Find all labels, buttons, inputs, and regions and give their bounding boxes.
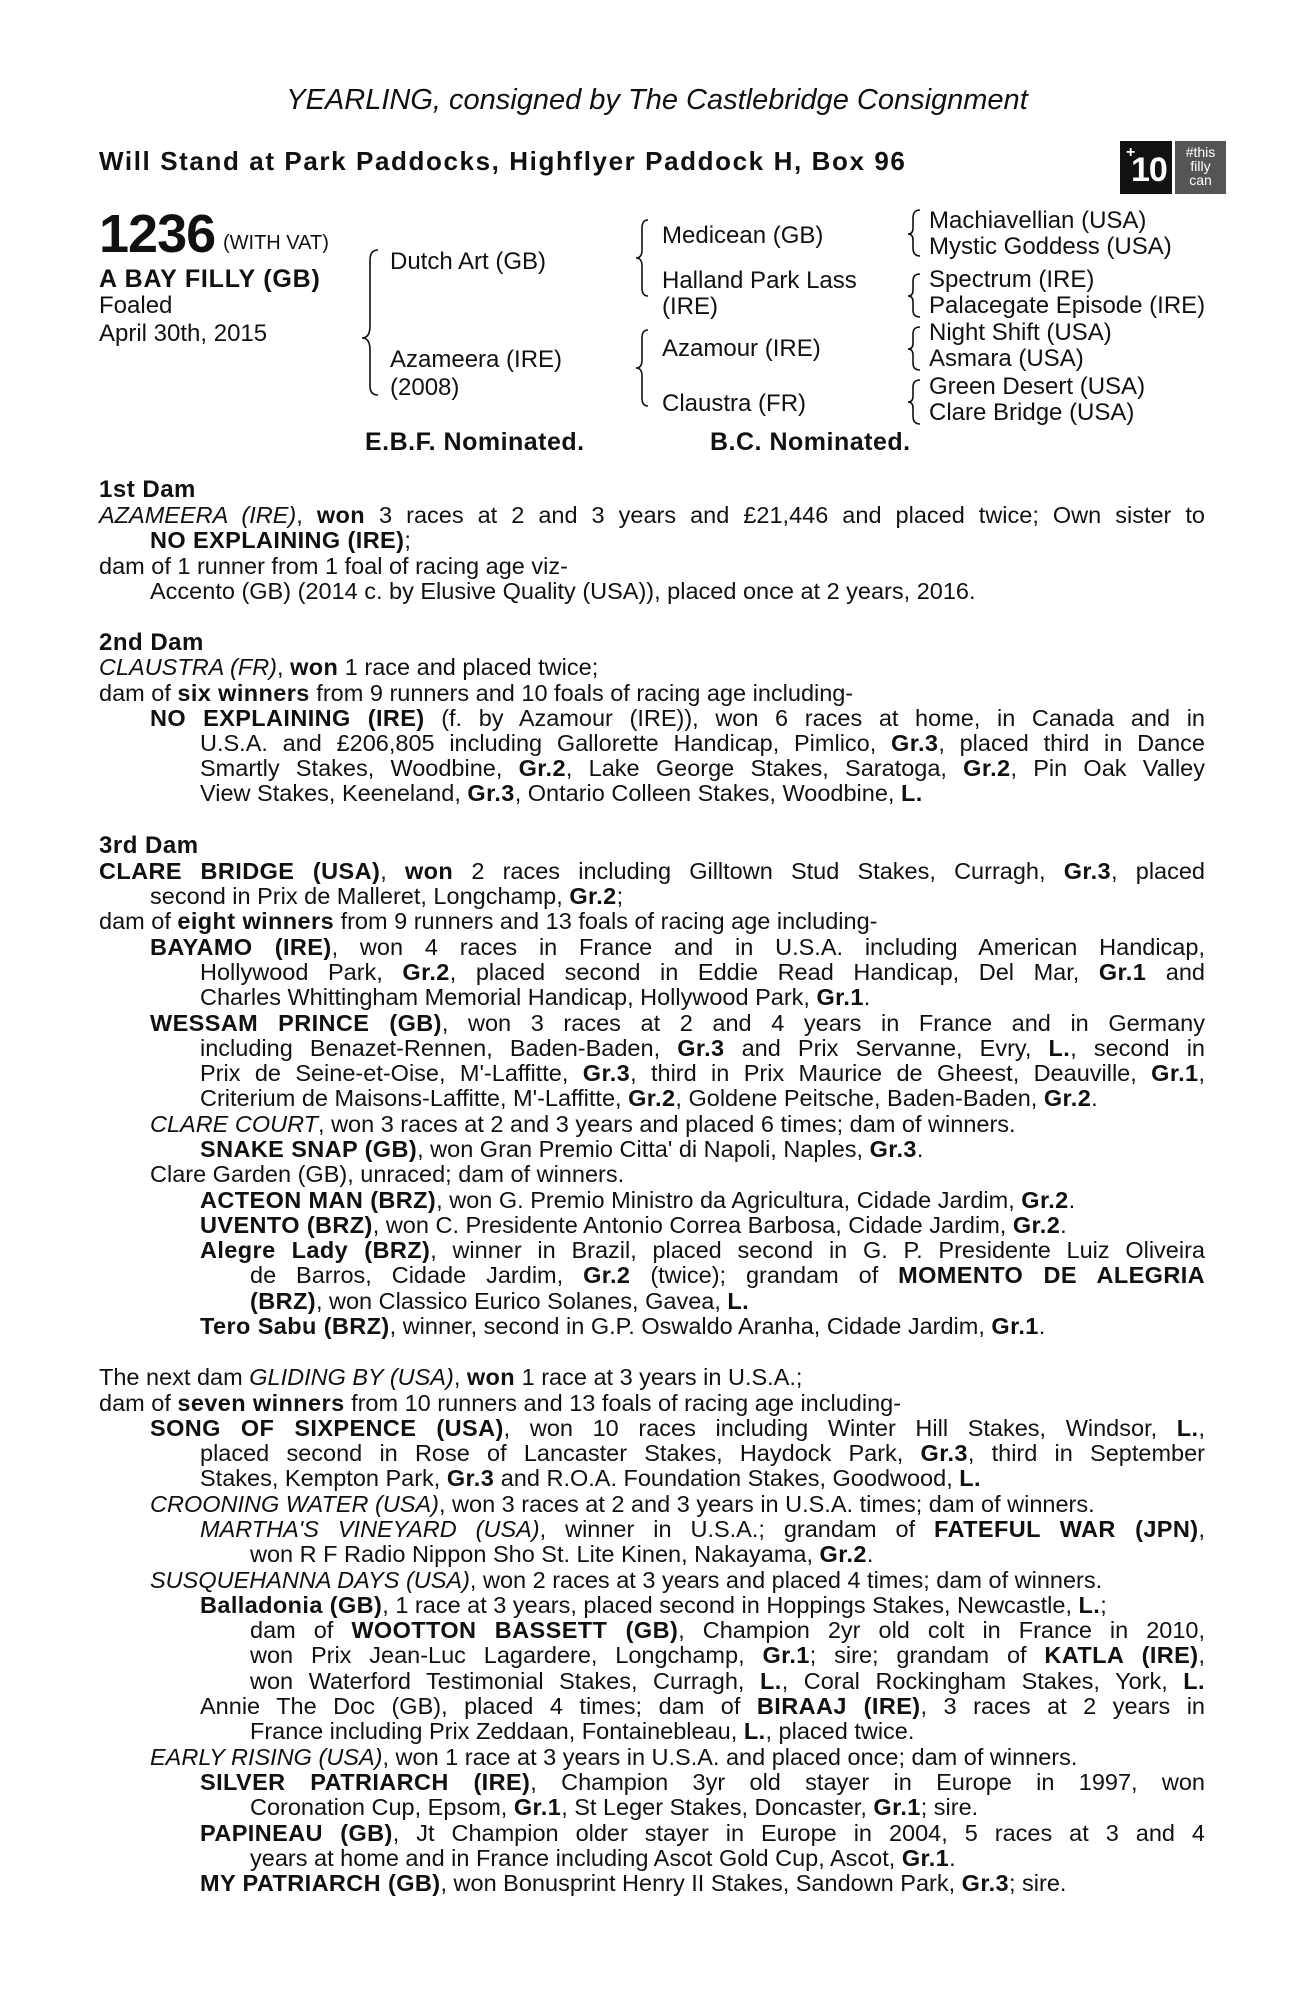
text-run: . — [916, 1136, 924, 1162]
text-run: , won 4 races in France and in U.S.A. including American Handicap, — [331, 934, 1205, 960]
text-run: dam of — [99, 680, 178, 706]
text-run: , second in — [1070, 1035, 1206, 1061]
horse-name: CROONING WATER (USA) — [150, 1491, 439, 1517]
text-run: Coronation Cup, Epsom, — [250, 1794, 514, 1820]
stand-location: Will Stand at Park Paddocks, Highflyer Paddock H, Box 96 — [99, 146, 907, 176]
text-run: and Prix Servanne, Evry, — [724, 1035, 1049, 1061]
ped-ddd: Clare Bridge (USA) — [929, 399, 1135, 426]
grade: L. — [1176, 1415, 1199, 1441]
lot-number: 1236 — [99, 204, 216, 264]
horse-name: MY PATRIARCH (GB) — [200, 1870, 441, 1896]
text-run: Smartly Stakes, Woodbine, — [200, 755, 519, 781]
text-line — [150, 706, 1205, 732]
text-line — [150, 1112, 1016, 1138]
text-line — [150, 935, 1205, 961]
horse-name: UVENTO (BRZ) — [200, 1212, 373, 1238]
text-line — [150, 1492, 1095, 1518]
grade: Gr.2 — [963, 755, 1011, 781]
ped-dsd: Asmara (USA) — [929, 345, 1084, 372]
sep: , — [380, 858, 405, 884]
text-run: Prix de Seine-et-Oise, M'-Laffitte, — [200, 1060, 583, 1086]
text-run: , won 2 races at 3 years and placed 4 times; dam of winners. — [469, 1567, 1103, 1593]
text-line — [200, 1086, 1098, 1112]
text-run: , won 1 race at 3 years in U.S.A. and placed once; dam of winners. — [382, 1744, 1078, 1770]
horse-name: SUSQUEHANNA DAYS (USA) — [150, 1567, 470, 1593]
section-heading: 2nd Dam — [99, 629, 204, 656]
text-line — [200, 1213, 1067, 1239]
horse-name: (BRZ) — [250, 1288, 316, 1314]
text-line — [250, 1643, 1205, 1669]
ped-dss: Night Shift (USA) — [929, 319, 1112, 346]
text-line — [200, 756, 1205, 782]
text-run: , won 10 races including Winter Hill Stakes, Windsor, — [503, 1415, 1177, 1441]
section-heading: 1st Dam — [99, 476, 196, 503]
text-run: , Ontario Colleen Stakes, Woodbine, — [514, 780, 901, 806]
text-run: , winner in Brazil, placed second in G. P. Presidente Luiz Oliveira — [430, 1237, 1205, 1263]
grade: Gr.2 — [518, 755, 566, 781]
grade: Gr.2 — [402, 959, 450, 985]
text-run: , third in Prix Maurice de Gheest, Deauville, — [630, 1060, 1152, 1086]
text-run: from 10 runners and 13 foals of racing age including- — [344, 1390, 902, 1416]
text-run: and R.O.A. Foundation Stakes, Goodwood, — [494, 1465, 960, 1491]
won-label: won — [404, 858, 454, 884]
text-line — [200, 1137, 923, 1163]
text-line — [200, 1061, 1205, 1087]
text-line — [150, 1745, 1077, 1771]
text-run: 3 races at 2 and 3 years and £21,446 and placed twice; Own sister to — [365, 502, 1205, 528]
won-label: won — [290, 654, 339, 680]
text-run: View Stakes, Keeneland, — [200, 780, 468, 806]
text-run: . — [863, 984, 871, 1010]
text-run: Charles Whittingham Memorial Handicap, Hollywood Park, — [200, 984, 817, 1010]
grade: Gr.3 — [920, 1440, 968, 1466]
text-run: , Lake George Stakes, Saratoga, — [565, 755, 964, 781]
grade: L. — [1078, 1592, 1101, 1618]
sep: , — [277, 654, 291, 680]
dam-of-dam: Claustra (FR) — [662, 390, 807, 417]
dam-of-sire-line1: Halland Park Lass — [662, 267, 857, 294]
text-line — [99, 503, 1205, 529]
text-run: U.S.A. and £206,805 including Gallorette Handicap, Pimlico, — [200, 730, 892, 756]
text-run: 2 races including Gilltown Stud Stakes, Curragh, — [453, 858, 1064, 884]
text-run: from 9 runners and 10 foals of racing age including- — [309, 680, 854, 706]
text-run: , won C. Presidente Antonio Correa Barbosa, Cidade Jardim, — [372, 1212, 1013, 1238]
text-run: won Prix Jean-Luc Lagardere, Longchamp, — [250, 1642, 763, 1668]
text-run: , Jt Champion older stayer in Europe in 2004, 5 races at 3 and 4 — [392, 1820, 1206, 1846]
text-run: France including Prix Zeddaan, Fontainebleau, — [250, 1718, 744, 1744]
text-line — [200, 1466, 981, 1492]
grade: Gr.3 — [1063, 858, 1112, 884]
text-line — [150, 1011, 1205, 1037]
text-line — [250, 1263, 1205, 1289]
horse-name: MOMENTO DE ALEGRIA — [898, 1262, 1206, 1288]
text-run: . — [1038, 1313, 1046, 1339]
winners-count: six winners — [177, 680, 310, 706]
text-run: , won Bonusprint Henry II Stakes, Sandown Park, — [440, 1870, 962, 1896]
horse-name: ACTEON MAN (BRZ) — [200, 1187, 437, 1213]
grade: Gr.1 — [901, 1845, 950, 1871]
grade: Gr.2 — [1043, 1085, 1092, 1111]
plus-10-text: 10 — [1131, 151, 1167, 189]
text-line — [250, 1719, 914, 1745]
text-line — [99, 859, 1205, 885]
brace-ds — [908, 327, 920, 370]
grade: Gr.2 — [1021, 1187, 1069, 1213]
text-run: , won 3 races at 2 and 3 years in U.S.A. times; dam of winners. — [438, 1491, 1095, 1517]
text-run: Hollywood Park, — [200, 959, 403, 985]
brace-dam — [636, 330, 648, 406]
text-run: ; sire. — [1009, 1870, 1067, 1896]
winners-count: eight winners — [177, 908, 335, 934]
sire-of-sire: Medicean (GB) — [662, 222, 824, 249]
text-run: , 1 race at 3 years, placed second in Hoppings Stakes, Newcastle, — [382, 1592, 1079, 1618]
horse-name: SILVER PATRIARCH (IRE) — [200, 1769, 531, 1795]
grade: Gr.1 — [816, 984, 864, 1010]
grade: Gr.1 — [873, 1794, 921, 1820]
text-run: (f. by Azamour (IRE)), won 6 races at home, in Canada and in — [424, 705, 1205, 731]
text-run: , placed third in Dance — [938, 730, 1205, 756]
text-run: Stakes, Kempton Park, — [200, 1465, 447, 1491]
brace-gen1 — [362, 250, 378, 395]
grade: Gr.1 — [991, 1313, 1039, 1339]
horse-name: BIRAAJ (IRE) — [756, 1693, 921, 1719]
text-run: ; — [616, 883, 624, 909]
text-line — [200, 1871, 1066, 1897]
grade: Gr.3 — [869, 1136, 917, 1162]
text-line — [200, 985, 870, 1011]
text-run: , Champion 3yr old stayer in Europe in 1997, won — [530, 1769, 1205, 1795]
text-line — [200, 781, 923, 807]
horse-name: PAPINEAU (GB) — [200, 1820, 393, 1846]
grade: Gr.1 — [513, 1794, 562, 1820]
text-run: , won Classico Eurico Solanes, Gavea, — [315, 1288, 728, 1314]
horse-name: CLARE BRIDGE (USA) — [99, 858, 381, 884]
grade: Gr.2 — [1012, 1212, 1061, 1238]
text-run: . — [866, 1541, 874, 1567]
horse-name: Alegre Lady (BRZ) — [200, 1237, 431, 1263]
grade: Gr.3 — [677, 1035, 725, 1061]
sire: Dutch Art (GB) — [390, 248, 547, 275]
text-line — [150, 1568, 1102, 1594]
text-line — [99, 681, 853, 707]
winners-count: seven winners — [177, 1390, 345, 1416]
text-line — [200, 1036, 1205, 1062]
text-run: . — [1068, 1187, 1076, 1213]
text-run: de Barros, Cidade Jardim, — [250, 1262, 584, 1288]
text-line — [99, 1391, 901, 1417]
grade: Gr.2 — [583, 1262, 631, 1288]
text-run: ; — [404, 527, 411, 553]
text-run: , Pin Oak Valley — [1010, 755, 1205, 781]
brace-ss — [908, 210, 920, 256]
grade: Gr.3 — [446, 1465, 495, 1491]
text-run: , — [1198, 1415, 1205, 1441]
text-run: won R F Radio Nippon Sho St. Lite Kinen, Nakayama, — [250, 1541, 820, 1567]
horse-name: FATEFUL WAR (JPN) — [934, 1516, 1199, 1542]
text-run: , — [1198, 1516, 1205, 1542]
text-run: , placed twice. — [765, 1718, 915, 1744]
text-run: 1 race at 3 years in U.S.A.; — [515, 1364, 803, 1390]
ped-sss: Machiavellian (USA) — [929, 207, 1147, 234]
text-run: , placed second in Eddie Read Handicap, Del Mar, — [449, 959, 1099, 985]
hashtag-line: filly — [1190, 158, 1211, 174]
horse-name: WESSAM PRINCE (GB) — [150, 1010, 442, 1036]
text-run: . — [1060, 1212, 1067, 1238]
dam-of-sire-line2: (IRE) — [662, 293, 718, 320]
text-run: , 3 races at 2 years in — [920, 1693, 1205, 1719]
brace-dd — [908, 380, 920, 424]
text-run: , won Gran Premio Citta' di Napoli, Naples, — [417, 1136, 870, 1162]
text-line — [200, 731, 1205, 757]
text-line — [250, 1542, 873, 1568]
text-run: won Waterford Testimonial Stakes, Curragh, — [250, 1668, 760, 1694]
text-run: , — [1198, 1642, 1206, 1668]
grade: L. — [760, 1668, 782, 1694]
text-run: dam of — [99, 1390, 178, 1416]
text-line — [99, 1365, 802, 1391]
grade: L. — [1048, 1035, 1071, 1061]
text-line — [250, 1795, 978, 1821]
sep: , — [453, 1364, 467, 1390]
text-run: ; sire. — [920, 1794, 979, 1820]
won-label: won — [466, 1364, 516, 1390]
text-run: 1 race and placed twice; — [338, 654, 599, 680]
text-line — [200, 1314, 1045, 1340]
text-run: including Benazet-Rennen, Baden-Baden, — [200, 1035, 678, 1061]
foaled-label: Foaled — [99, 292, 173, 319]
text-line: Clare Garden (GB), unraced; dam of winners. — [150, 1161, 625, 1187]
text-run: , Coral Rockingham Stakes, York, — [781, 1668, 1184, 1694]
dam-year: (2008) — [390, 374, 460, 401]
text-run: Annie The Doc (GB), placed 4 times; dam of — [200, 1693, 757, 1719]
text-run: , Goldene Peitsche, Baden-Baden, — [675, 1085, 1044, 1111]
text-line — [250, 1669, 1205, 1695]
text-run: (twice); grandam of — [630, 1262, 899, 1288]
ped-sds: Spectrum (IRE) — [929, 266, 1095, 293]
lot-title: A BAY FILLY (GB) — [99, 265, 321, 293]
horse-name: EARLY RISING (USA) — [150, 1744, 383, 1770]
grade: L. — [743, 1718, 766, 1744]
brace-sd — [908, 274, 920, 317]
grade: Gr.3 — [582, 1060, 631, 1086]
text-run: second in Prix de Malleret, Longchamp, — [150, 883, 570, 909]
text-run: , won 3 races at 2 and 4 years in France and in Germany — [441, 1010, 1206, 1036]
horse-name: BAYAMO (IRE) — [150, 934, 332, 960]
grade: Gr.3 — [891, 730, 939, 756]
ped-ssd: Mystic Goddess (USA) — [929, 233, 1172, 260]
won-label: won — [316, 502, 366, 528]
text-line — [200, 1517, 1205, 1543]
text-line — [250, 1289, 749, 1315]
hashtag-line: can — [1189, 172, 1212, 188]
horse-name: MARTHA'S VINEYARD (USA) — [200, 1516, 540, 1542]
foaled-date: April 30th, 2015 — [99, 320, 268, 347]
horse-name: SONG OF SIXPENCE (USA) — [150, 1415, 504, 1441]
text-run: Criterium de Maisons-Laffitte, M'-Laffitte, — [200, 1085, 629, 1111]
grade: Gr.2 — [628, 1085, 676, 1111]
text-line — [99, 909, 877, 935]
grade: Gr.1 — [762, 1642, 810, 1668]
grade: Gr.2 — [819, 1541, 867, 1567]
grade: Gr.3 — [961, 1870, 1009, 1896]
grade: L. — [1183, 1668, 1205, 1694]
ped-sdd: Palacegate Episode (IRE) — [929, 292, 1206, 319]
text-run: years at home and in France including Ascot Gold Cup, Ascot, — [250, 1845, 902, 1871]
horse-name: NO EXPLAINING (IRE) — [150, 527, 405, 553]
text-run: from 9 runners and 13 foals of racing age including- — [334, 908, 878, 934]
horse-name: WOOTTON BASSETT (GB) — [351, 1617, 679, 1643]
sire-of-dam: Azamour (IRE) — [662, 335, 821, 362]
text-run: placed second in Rose of Lancaster Stakes, Haydock Park, — [200, 1440, 921, 1466]
plus-icon: + — [1126, 144, 1136, 161]
grade: Gr.1 — [1151, 1060, 1199, 1086]
bc-nomination: B.C. Nominated. — [710, 428, 911, 456]
ped-dds: Green Desert (USA) — [929, 373, 1146, 400]
text-run: , St Leger Stakes, Doncaster, — [561, 1794, 874, 1820]
text-line: Accento (GB) (2014 c. by Elusive Quality (USA)), placed once at 2 years, 2016. — [150, 578, 976, 604]
grade: Gr.3 — [467, 780, 515, 806]
text-run: , winner in U.S.A.; grandam of — [539, 1516, 935, 1542]
vat-note: (WITH VAT) — [223, 232, 329, 254]
text-run: The next dam — [99, 1364, 250, 1390]
text-line — [250, 1846, 956, 1872]
text-line — [150, 1416, 1205, 1442]
horse-name: CLAUSTRA (FR) — [99, 654, 277, 680]
text-line — [200, 1694, 1205, 1720]
grade: Gr.2 — [569, 883, 617, 909]
text-line — [250, 1618, 1205, 1644]
text-run: , winner, second in G.P. Oswaldo Aranha, Cidade Jardim, — [389, 1313, 992, 1339]
horse-name: CLARE COURT — [150, 1111, 319, 1137]
horse-name: NO EXPLAINING (IRE) — [150, 705, 425, 731]
grade: L. — [959, 1465, 981, 1491]
sep: , — [296, 502, 317, 528]
text-line — [200, 1821, 1205, 1847]
text-line — [150, 884, 623, 910]
text-line — [200, 1238, 1205, 1264]
dam-name: Azameera (IRE) — [390, 346, 563, 373]
horse-name: GLIDING BY (USA) — [249, 1364, 454, 1390]
grade: L. — [727, 1288, 750, 1314]
horse-name: AZAMEERA (IRE) — [99, 502, 297, 528]
horse-name: SNAKE SNAP (GB) — [200, 1136, 418, 1162]
text-run: dam of — [250, 1617, 352, 1643]
horse-name: Tero Sabu (BRZ) — [200, 1313, 390, 1339]
text-run: , — [1198, 1060, 1205, 1086]
grade: Gr.1 — [1098, 959, 1147, 985]
text-run: , third in September — [967, 1440, 1205, 1466]
text-run: and — [1146, 959, 1205, 985]
grade: L. — [900, 780, 923, 806]
text-line — [200, 1441, 1205, 1467]
text-run: dam of — [99, 908, 178, 934]
horse-name: Balladonia (GB) — [200, 1592, 383, 1618]
text-run: , Champion 2yr old colt in France in 2010, — [678, 1617, 1205, 1643]
horse-name: KATLA (IRE) — [1044, 1642, 1199, 1668]
text-line — [200, 1593, 1107, 1619]
text-line — [150, 528, 411, 554]
text-line — [200, 1770, 1205, 1796]
text-run: . — [949, 1845, 956, 1871]
text-run: , won G. Premio Ministro da Agricultura, Cidade Jardim, — [436, 1187, 1022, 1213]
consignment-line: YEARLING, consigned by The Castlebridge Consignment — [286, 84, 1028, 116]
text-line: dam of 1 runner from 1 foal of racing age viz- — [99, 553, 568, 579]
text-line — [200, 960, 1205, 986]
text-run: , placed — [1111, 858, 1206, 884]
text-run: ; sire; grandam of — [809, 1642, 1045, 1668]
text-line — [99, 655, 598, 681]
brace-sire — [636, 220, 648, 296]
section-heading: 3rd Dam — [99, 832, 199, 859]
hashtag-line: #this — [1185, 144, 1216, 160]
text-run: . — [1091, 1085, 1098, 1111]
text-run: ; — [1100, 1592, 1107, 1618]
text-line — [200, 1188, 1075, 1214]
ebf-nomination: E.B.F. Nominated. — [365, 428, 585, 456]
text-run: , won 3 races at 2 and 3 years and placed 6 times; dam of winners. — [318, 1111, 1016, 1137]
